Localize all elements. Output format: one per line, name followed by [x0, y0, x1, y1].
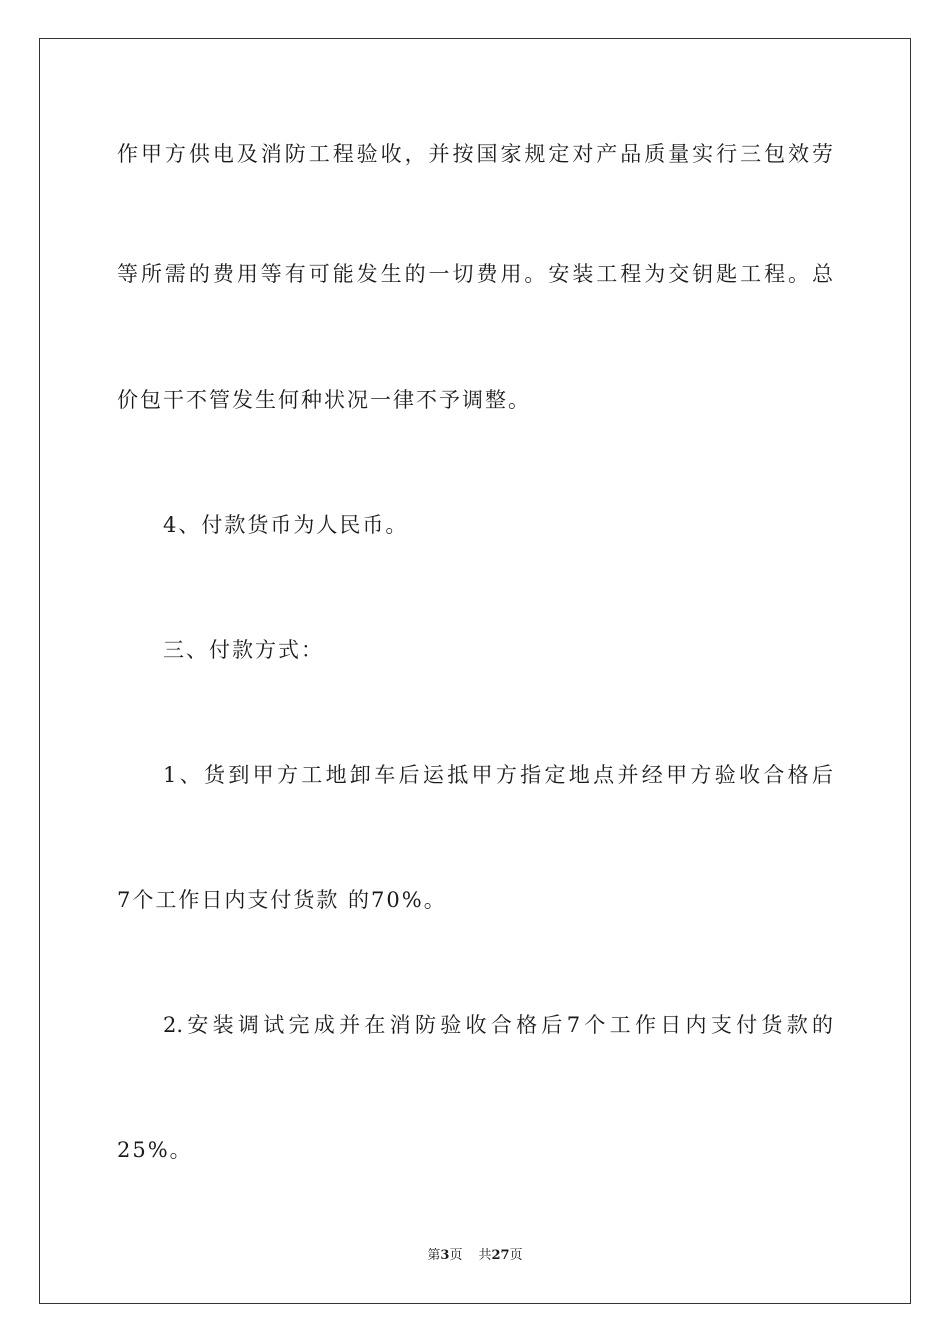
current-page-number: 3 — [440, 1248, 450, 1263]
page-footer — [0, 1247, 950, 1265]
payment-clause-2-line-1: 2.安装调试完成并在消防验收合格后7个工作日内支付货款的 — [163, 1013, 833, 1037]
page-unit: 页 — [449, 1248, 463, 1263]
paragraph-line-2: 等所需的费用等有可能发生的一切费用。安装工程为交钥匙工程。总 — [117, 262, 833, 286]
page-prefix: 第 — [427, 1248, 441, 1263]
payment-clause-1-line-2: 7个工作日内支付货款 的70%。 — [117, 888, 447, 912]
paragraph-line-1: 作甲方供电及消防工程验收，并按国家规定对产品质量实行三包效劳 — [117, 142, 833, 166]
total-prefix: 共 — [478, 1248, 492, 1263]
section-heading-payment-method: 三、付款方式： — [163, 638, 324, 662]
total-unit: 页 — [509, 1248, 523, 1263]
total-page-count: 27 — [491, 1248, 510, 1263]
paragraph-line-3: 价包干不管发生何种状况一律不予调整。 — [117, 388, 531, 412]
page-frame — [39, 38, 911, 1304]
payment-clause-2-line-2: 25%。 — [117, 1138, 193, 1162]
payment-clause-1-line-1: 1、货到甲方工地卸车后运抵甲方指定地点并经甲方验收合格后 — [163, 763, 833, 787]
payment-currency-clause: 4、付款货币为人民币。 — [163, 513, 409, 537]
